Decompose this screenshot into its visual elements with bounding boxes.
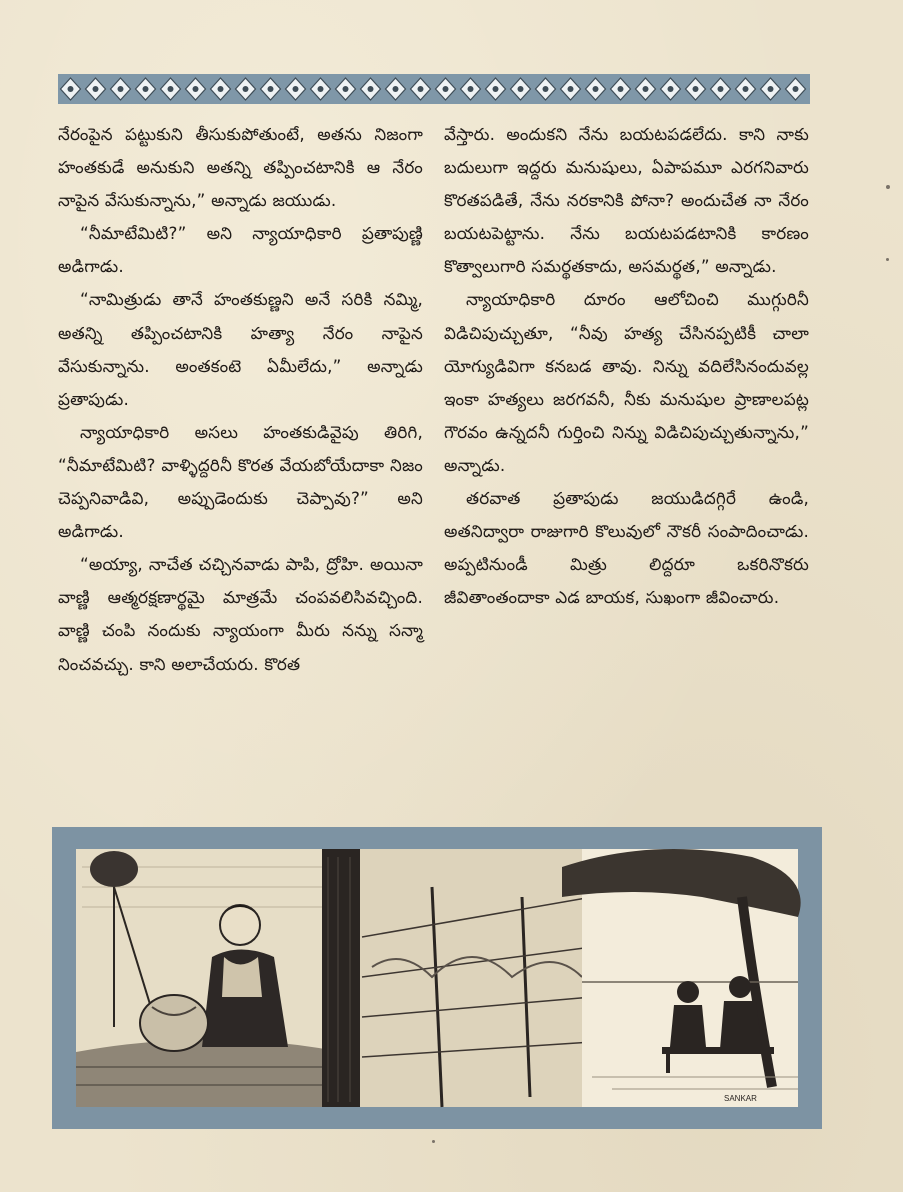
- ornament-dot: [568, 86, 574, 92]
- ornament-dot: [768, 86, 774, 92]
- paragraph-4: న్యాయాధికారి అసలు హంతకుడివైపు తిరిగి, “నీమాటేమిటి? వాళ్ళిద్దరినీ కొరత వేయబోయేదాకా నిజం చెప్పనివాడివి, అప్పుడెందుకు చెప్పావు?” అని అడిగాడు.: [58, 421, 423, 542]
- ornament-dot: [668, 86, 674, 92]
- paper-speck: [432, 1140, 435, 1143]
- paragraph-7: న్యాయాధికారి దూరం ఆలోచించి ముగ్గురినీ విడిచిపుచ్చుతూ, “నీవు హత్య చేసినప్పటికీ చాలా యోగ్యుడివిగా కనబడ తావు. నిన్ను వదిలేసినందువల్ల ఇంకా హత్యలు జరగవనీ, నీకు మనుషుల ప్రాణాలపట్ల గౌరవం ఉన్నదనీ గుర్తించి నిన్ను విడిచిపుచ్చుతున్నాను,” అన్నాడు.: [444, 289, 809, 475]
- ornament-dot: [243, 86, 249, 92]
- ornament-dot: [743, 86, 749, 92]
- left-column: [58, 118, 423, 681]
- paper-speck: [886, 258, 889, 261]
- ornament-dot: [643, 86, 649, 92]
- fence-scene: [360, 849, 592, 1107]
- paragraph-2: “నీమాటేమిటి?” అని న్యాయాధికారి ప్రతాపుణ్ణి అడిగాడు.: [58, 223, 423, 277]
- ornament-dot: [493, 86, 499, 92]
- seated-men-scene: [562, 849, 801, 1107]
- paragraph-5: “అయ్యా, నాచేత చచ్చినవాడు పాపి, ద్రోహి. అయినా వాణ్ణి ఆత్మరక్షణార్థమై మాత్రమే చంపవలిసివచ్చింది. వాణ్ణి చంపి నందుకు న్యాయంగా మీరు నన్ను సన్మా నించవచ్చు. కాని అలాచేయరు. కొరత: [58, 554, 423, 674]
- man-2-head: [729, 976, 751, 998]
- paragraph-3: “నామిత్రుడు తానే హంతకుణ్ణని అనే సరికి నమ్మి, అతన్ని తప్పించటానికి హత్యా నేరం నాపైన వేసుకున్నాను. అంతకంటె ఏమీలేదు,” అన్నాడు ప్రతాపుడు.: [58, 289, 423, 409]
- bench: [662, 1047, 774, 1054]
- woman-head: [220, 905, 260, 945]
- water-pot: [140, 995, 208, 1051]
- ornament-dot: [343, 86, 349, 92]
- ornament-dot: [93, 86, 99, 92]
- ornament-dot: [443, 86, 449, 92]
- ornament-dot: [268, 86, 274, 92]
- ornament-dot: [293, 86, 299, 92]
- man-1-head: [677, 981, 699, 1003]
- paragraph-1: నేరంపైన పట్టుకుని తీసుకుపోతుంటే, అతను నిజంగా హంతకుడే అనుకుని అతన్ని తప్పించటానికి ఆ నేరం నాపైన వేసుకున్నాను,” అన్నాడు జయుడు.: [58, 124, 423, 211]
- ornament-dot: [143, 86, 149, 92]
- ornament-dot: [518, 86, 524, 92]
- ornament-dot: [418, 86, 424, 92]
- well-scene: [76, 849, 342, 1107]
- artist-signature: SANKAR: [724, 1094, 757, 1103]
- ornament-dot: [368, 86, 374, 92]
- ornament-dot: [593, 86, 599, 92]
- well-wall: [76, 1040, 342, 1108]
- man-2-body: [720, 1001, 762, 1049]
- right-column: [444, 118, 809, 614]
- ornament-dot: [318, 86, 324, 92]
- paragraph-6: వేస్తారు. అందుకని నేను బయటపడలేదు. కాని నాకు బదులుగా ఇద్దరు మనుషులు, ఏపాపమూ ఎరగనివారు కొరతపడితే, నేను నరకానికి పోనా? అందుచేత నా నేరం బయటపెట్టాను. నేను బయటపడటానికి కారణం కొత్వాలుగారి సమర్థతకాదు, అసమర్థత,” అన్నాడు.: [444, 124, 809, 277]
- story-illustration: [52, 827, 822, 1129]
- ornament-dot: [718, 86, 724, 92]
- ornament-dot: [693, 86, 699, 92]
- man-1-body: [670, 1005, 706, 1047]
- ornament-dot: [793, 86, 799, 92]
- paper-speck: [886, 185, 890, 189]
- ornament-dot: [193, 86, 199, 92]
- ornament-dot: [393, 86, 399, 92]
- ornament-dot: [618, 86, 624, 92]
- ornament-dot: [218, 86, 224, 92]
- ornament-dot: [118, 86, 124, 92]
- foliage-shade: [360, 849, 582, 1107]
- ornamental-border: [58, 74, 810, 104]
- ornament-dot: [468, 86, 474, 92]
- ornament-dot: [543, 86, 549, 92]
- ornament-dot: [168, 86, 174, 92]
- paragraph-8: తరవాత ప్రతాపుడు జయుడిదగ్గిరే ఉండి, అతనిద్వారా రాజుగారి కొలువులో నౌకరీ సంపాదించాడు. అప్పటినుండీ మిత్రు లిద్దరూ ఒకరినొకరు జీవితాంతందాకా ఎడ బాయక, సుఖంగా జీవించారు.: [444, 488, 809, 608]
- well-pulley: [90, 851, 138, 887]
- ornament-dot: [68, 86, 74, 92]
